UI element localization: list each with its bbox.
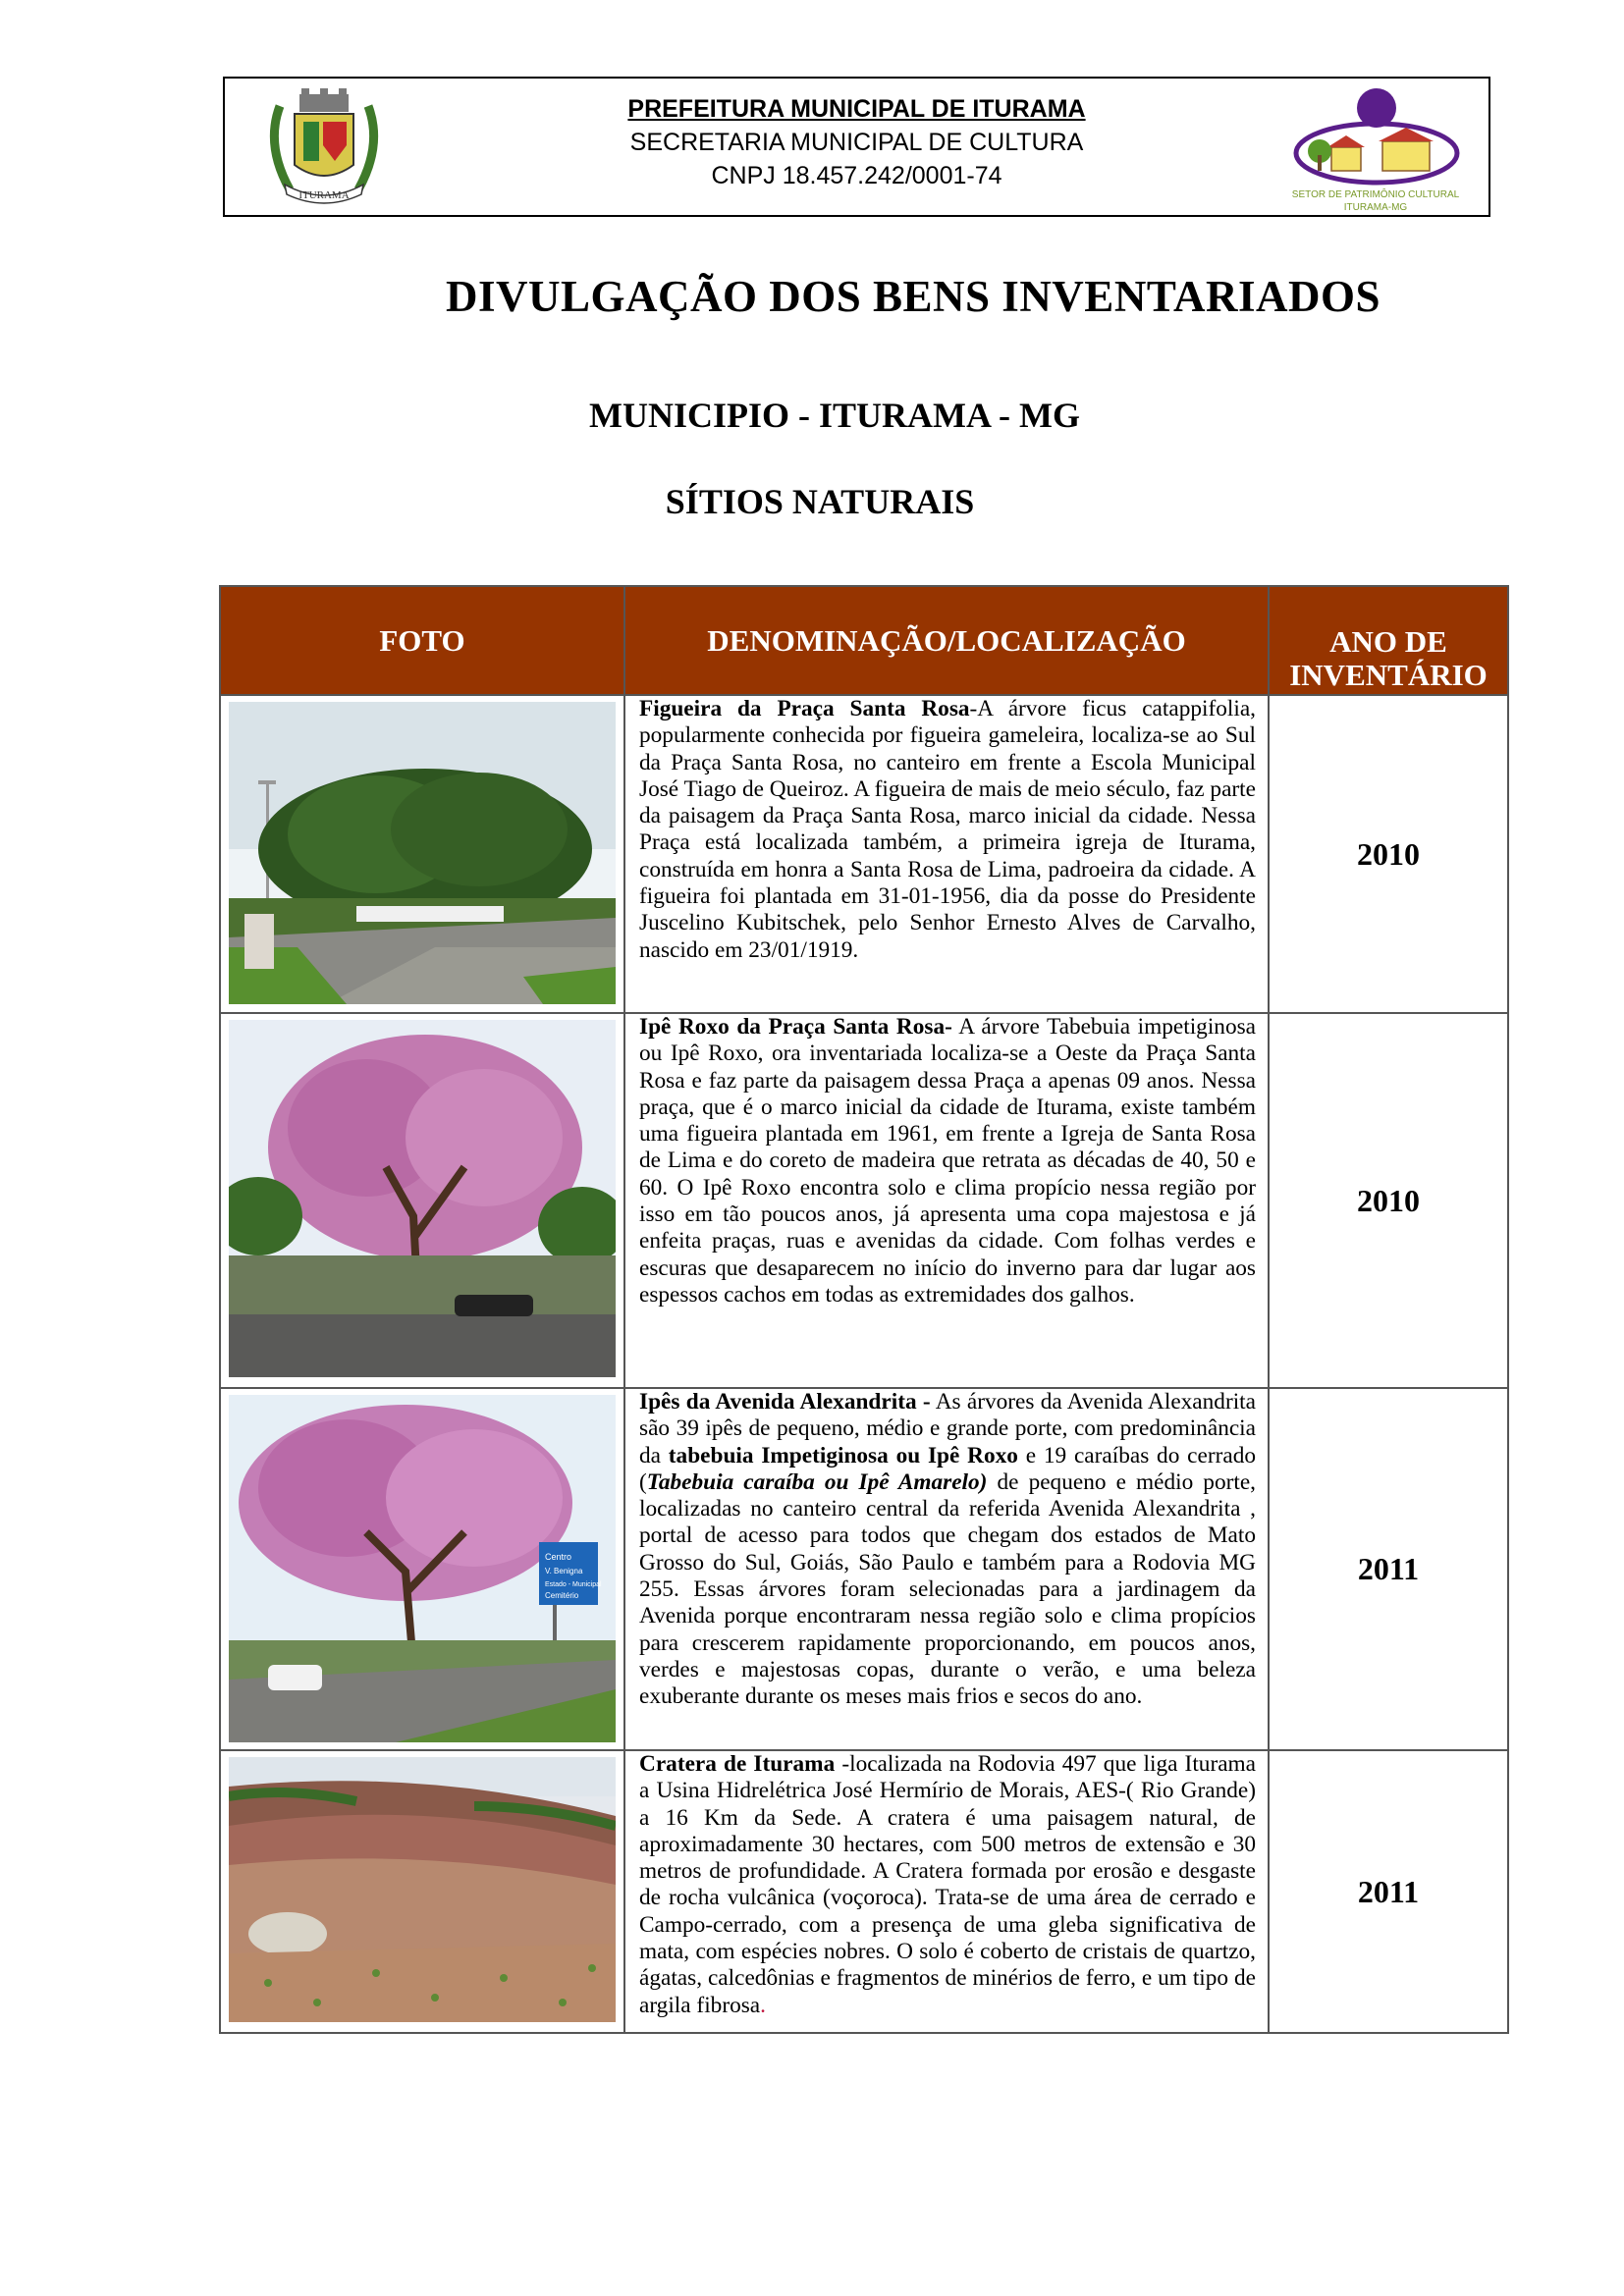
description-cell xyxy=(624,1013,1269,1388)
sign-text-3: Estado - Municipal xyxy=(545,1581,602,1588)
description-cell xyxy=(624,1388,1269,1750)
sign-text-1: Centro xyxy=(545,1552,572,1562)
item-bold-a: tabebuia Impetiginosa ou Ipê Roxo xyxy=(668,1442,1018,1468)
description-text xyxy=(625,1389,1268,1711)
item-text: A árvore Tabebuia impetiginosa ou Ipê Roxo, ora inventariada localiza-se a Oeste da Praça Santa Rosa e faz parte da paisagem dessa Praça a apenas 09 anos. Nessa praça, que é o marco inicial da cidade de Iturama, existe também uma figueira plantada em 1961, em frente a Igreja de Santa Rosa de Lima e do coreto de madeira que retrata as décadas de 40, 50 e 60. O Ipê Roxo encontra solo e clima propício nessa região por isso em tão poucos anos, já apresenta uma copa majestosa e já enfeita praças, ruas e avenidas da cidade. Com folhas verdes e escuras que desaparecem no início do inverno para dar lugar aos espessos cachos em todas as extremidades dos galhos. xyxy=(639,1014,1256,1308)
header-name-location: DENOMINAÇÃO/LOCALIZAÇÃO xyxy=(624,586,1269,695)
sign-text-2: V. Benigna xyxy=(545,1567,583,1575)
photo-cell xyxy=(220,1013,624,1388)
inventory-table xyxy=(219,585,1509,2034)
description-cell xyxy=(624,695,1269,1013)
item-text: -A árvore ficus catappifolia, popularmente conhecida por figueira gameleira, localiza-se ao Sul da Praça Santa Rosa, no canteiro em frente a Escola Municipal José Tiago de Queiroz. A figueira de mais de meio século, faz parte da paisagem da Praça Santa Rosa, marco inicial da cidade. Nessa Praça está localizada também, a primeira igreja de Iturama, construída em honra a Santa Rosa de Lima, padroeira da cidade. A figueira foi plantada em 31-01-1956, dia da posse do Presidente Juscelino Kubitschek, pelo Senhor Ernesto Alves de Carvalho, nascido em 23/01/1919. xyxy=(639,696,1256,963)
sign-text-4: Cemitério xyxy=(545,1591,579,1600)
photo-cell xyxy=(220,1388,624,1750)
header-photo: FOTO xyxy=(220,586,624,695)
item-title: Figueira da Praça Santa Rosa xyxy=(639,696,970,721)
year-cell: 2010 xyxy=(1269,1013,1508,1388)
sector-caption-line-1: SETOR DE PATRIMÔNIO CULTURAL xyxy=(1291,189,1460,200)
description-text xyxy=(625,1751,1268,2019)
item-bold-b: Tabebuia caraíba ou Ipê Amarelo) xyxy=(646,1468,988,1495)
year-cell: 2011 xyxy=(1269,1388,1508,1750)
photo-cell xyxy=(220,695,624,1013)
sector-caption-line-2: ITURAMA-MG xyxy=(1343,202,1408,213)
header-year xyxy=(1269,586,1508,695)
photo-purple-ipe xyxy=(229,1020,616,1377)
table-header-row xyxy=(220,586,1508,695)
photo-avenue-ipes xyxy=(229,1395,616,1742)
table-row xyxy=(220,1388,1508,1750)
year-cell: 2010 xyxy=(1269,695,1508,1013)
photo-crater xyxy=(229,1757,616,2022)
letterhead-line-1: PREFEITURA MUNICIPAL DE ITURAMA xyxy=(627,95,1086,123)
header-year-line-1: ANO DE xyxy=(1329,624,1447,659)
item-text: -localizada na Rodovia 497 que liga Iturama a Usina Hidrelétrica José Hermírio de Morais, AES-( Rio Grande) a 16 Km da Sede. A cratera é uma paisagem natural, de aproximadamente 30 hectares, com 500 metros de extensão e 30 metros de profundidade. A Cratera formada por erosão e desgaste de rocha vulcânica (voçoroca). Trata-se de uma área de cerrado e Campo-cerrado, com a presença de uma gleba significativa de mata, com espécies nobres. O solo é coberto de cristais de quartzo, ágatas, calcedônias e fragmentos de minérios de ferro, e um tipo de argila fibrosa xyxy=(639,1751,1256,2018)
item-text-b: e 19 caraíbas do cerrado ( xyxy=(639,1442,1256,1495)
item-title: Ipê Roxo da Praça Santa Rosa- xyxy=(639,1014,952,1040)
item-title: Cratera de Iturama xyxy=(639,1751,836,1777)
photo-cell xyxy=(220,1750,624,2033)
sector-caption xyxy=(1263,188,1489,214)
description-text xyxy=(625,696,1268,964)
table-row xyxy=(220,1750,1508,2033)
letterhead-line-2: SECRETARIA MUNICIPAL DE CULTURA xyxy=(629,129,1084,156)
description-cell xyxy=(624,1750,1269,2033)
section-title: SÍTIOS NATURAIS xyxy=(665,482,975,521)
photo-fig-tree xyxy=(229,702,616,1004)
item-end-mark: . xyxy=(760,1992,766,2018)
item-text-a: As árvores da Avenida Alexandrita são 39 ipês de pequeno, médio e grande porte, com predominância da xyxy=(639,1389,1256,1468)
page-subtitle: MUNICIPIO - ITURAMA - MG xyxy=(589,396,1080,435)
item-text-c: de pequeno e médio porte, localizadas no canteiro central da referida Avenida Alexandrita , portal de acesso para todos que chegam dos estados de Mato Grosso do Sul, Goiás, São Paulo e também para a Rodovia MG 255. Essas árvores foram selecionadas para a jardinagem da Avenida porque encontraram nessa região solo e clima propícios para crescerem rapidamente proporcionando, em poucos anos, verdes e majestosas copas, durante o verão, e uma beleza exuberante durante os meses mais frios e secos do ano. xyxy=(639,1468,1257,1710)
table-row xyxy=(220,695,1508,1013)
letterhead xyxy=(223,77,1490,217)
crest-text: ITURAMA xyxy=(298,189,350,201)
table-row xyxy=(220,1013,1508,1388)
letterhead-line-3: CNPJ 18.457.242/0001-74 xyxy=(711,162,1002,189)
year-cell: 2011 xyxy=(1269,1750,1508,2033)
header-year-line-2: INVENTÁRIO xyxy=(1289,658,1488,692)
description-text xyxy=(625,1014,1268,1308)
page-title: DIVULGAÇÃO DOS BENS INVENTARIADOS xyxy=(445,272,1381,321)
item-title: Ipês da Avenida Alexandrita - xyxy=(639,1389,931,1415)
